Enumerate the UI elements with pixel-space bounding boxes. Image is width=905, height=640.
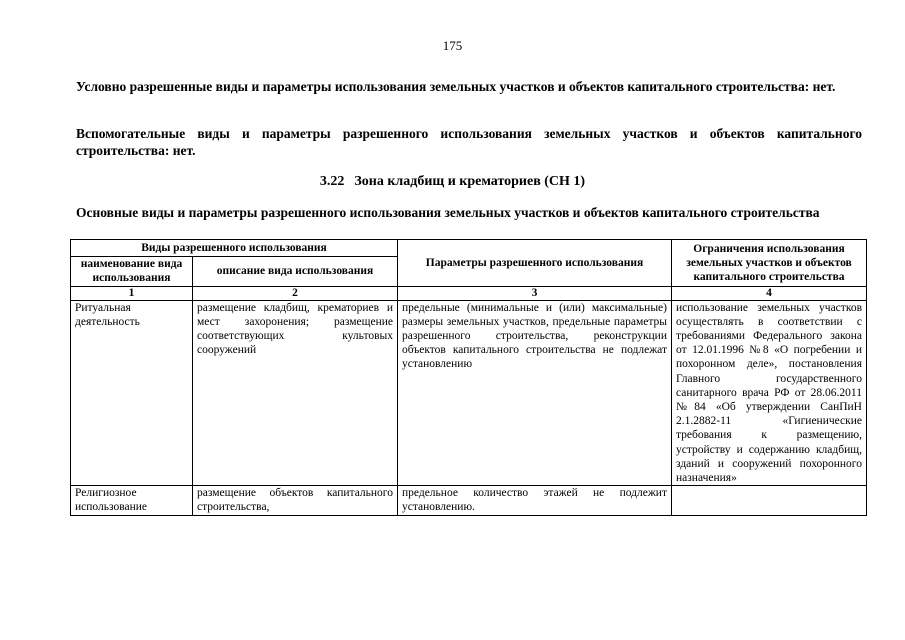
parameters-cell: предельные (минимальные и (или) максимальные) размеры земельных участков, предельные параметры разрешенного строительства, реконструкции объектов капитального строительства не подлежат установлению — [398, 300, 672, 486]
use-description-cell: размещение кладбищ, крематориев и мест захоронения; размещение соответствующих культовых сооружений — [193, 300, 398, 486]
table-row — [71, 486, 867, 515]
use-name-cell: Ритуальная деятельность — [71, 300, 193, 486]
column-number-row — [71, 286, 867, 300]
header-use-name: наименование вида использования — [71, 257, 193, 286]
column-number: 1 — [71, 286, 193, 300]
header-group-uses: Виды разрешенного использования — [71, 240, 398, 257]
header-restrictions: Ограничения использования земельных участков и объектов капитального строительства — [672, 240, 867, 287]
section-heading — [0, 174, 905, 190]
restrictions-cell: использование земельных участков осуществлять в соответствии с требованиями Федерального закона от 12.01.1996 №8 «О погребении и похоронном деле», постановления Главного государственного санитарного врача РФ от 28.06.2011 №84 «Об утверждении СанПиН 2.1.2882-11 «Гигиенические требования к размещению, устройству и содержанию кладбищ, зданий и сооружений похоронного назначения» — [672, 300, 867, 486]
conditional-uses-paragraph: Условно разрешенные виды и параметры использования земельных участков и объектов капитального строительства: нет. — [76, 79, 836, 94]
header-parameters: Параметры разрешенного использования — [398, 240, 672, 287]
column-number: 3 — [398, 286, 672, 300]
main-uses-heading: Основные виды и параметры разрешенного использования земельных участков и объектов капитального строительства — [76, 205, 820, 220]
auxiliary-uses-paragraph: Вспомогательные виды и параметры разрешенного использования земельных участков и объектов капитального строительства: нет. — [76, 126, 862, 158]
column-number: 2 — [193, 286, 398, 300]
restrictions-cell — [672, 486, 867, 515]
table-row — [71, 300, 867, 486]
section-number: 3.22 — [319, 174, 345, 189]
header-row-1 — [71, 240, 867, 257]
use-name-cell: Религиозное использование — [71, 486, 193, 515]
page-number: 175 — [442, 38, 463, 53]
column-number: 4 — [672, 286, 867, 300]
parameters-cell: предельное количество этажей не подлежит установлению. — [398, 486, 672, 515]
section-title: Зона кладбищ и крематориев (СН 1) — [354, 174, 586, 189]
header-use-description: описание вида использования — [193, 257, 398, 286]
land-use-table — [70, 239, 867, 516]
use-description-cell: размещение объектов капитального строительства, — [193, 486, 398, 515]
